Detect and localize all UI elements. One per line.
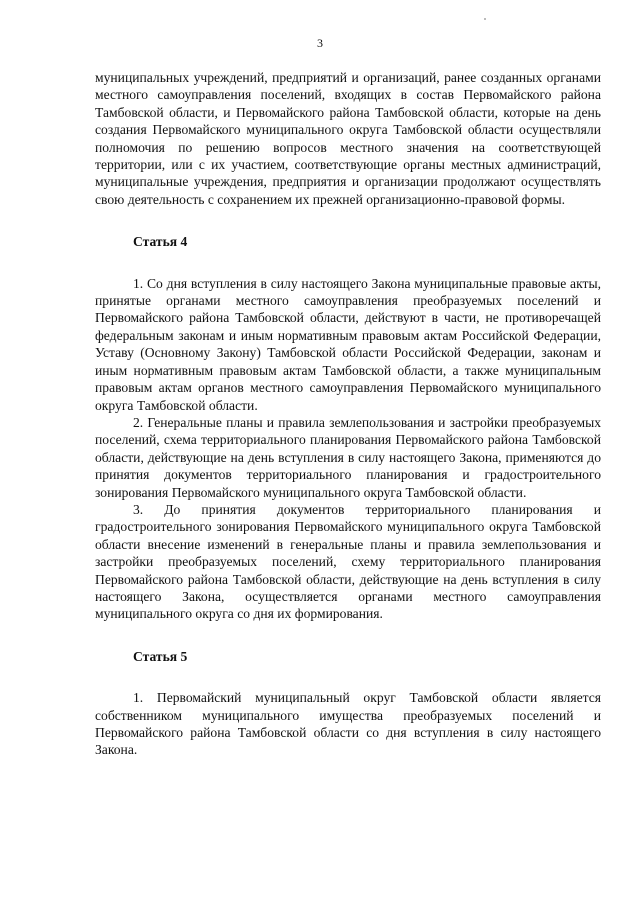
article-4-heading: Статья 4	[133, 234, 188, 250]
article-4-paragraph-1: 1. Со дня вступления в силу настоящего Закона муниципальные правовые акты, принятые органами местного самоуправления преобразуемых поселений и Первомайского района Тамбовской области, действуют в части, не противоречащей федеральным законам и иным нормативным правовым актам Российской Федерации, Уставу (Основному Закону) Тамбовской области Российской Федерации, законам и иным нормативным правовым актам Тамбовской области, а также муниципальным правовым актам органов местного самоуправления Первомайского муниципального округа Тамбовской области.	[95, 275, 601, 413]
scan-speck	[484, 18, 486, 20]
article-4-paragraph-2: 2. Генеральные планы и правила землепользования и застройки преобразуемых поселений, схема территориального планирования Первомайского района Тамбовской области, действующие на день вступления в силу настоящего Закона, применяются до принятия документов территориального планирования и градостроительного зонирования Первомайского муниципального округа Тамбовской области.	[95, 414, 601, 500]
page-number: 3	[317, 36, 323, 50]
article-5-paragraph-1: 1. Первомайский муниципальный округ Тамбовской области является собственником муниципального имущества преобразуемых поселений и Первомайского района Тамбовской области со дня вступления в силу настоящего Закона.	[95, 690, 601, 758]
document-body	[95, 69, 601, 759]
paragraph-continuation: муниципальных учреждений, предприятий и организаций, ранее созданных органами местного самоуправления поселений, входящих в состав Первомайского района Тамбовской области, и Первомайского района Тамбовской области, которые на день создания Первомайского муниципального округа Тамбовской области осуществляли полномочия по решению вопросов местного значения на соответствующей территории, или с их участием, соответствующие органы местных администраций, муниципальные учреждения, предприятия и организации продолжают осуществлять свою деятельность с сохранением их прежней организационно-правовой формы.	[95, 70, 601, 207]
article-4-paragraph-3: 3. До принятия документов территориального планирования и градостроительного зонирования Первомайского муниципального округа Тамбовской области внесение изменений в генеральные планы и правила землепользования и застройки преобразуемых поселений, схему территориального планирования Первомайского района Тамбовской области, действующие на день вступления в силу настоящего Закона, осуществляется органами местного самоуправления муниципального округа со дня их формирования.	[95, 501, 601, 622]
article-5-heading: Статья 5	[133, 648, 188, 664]
